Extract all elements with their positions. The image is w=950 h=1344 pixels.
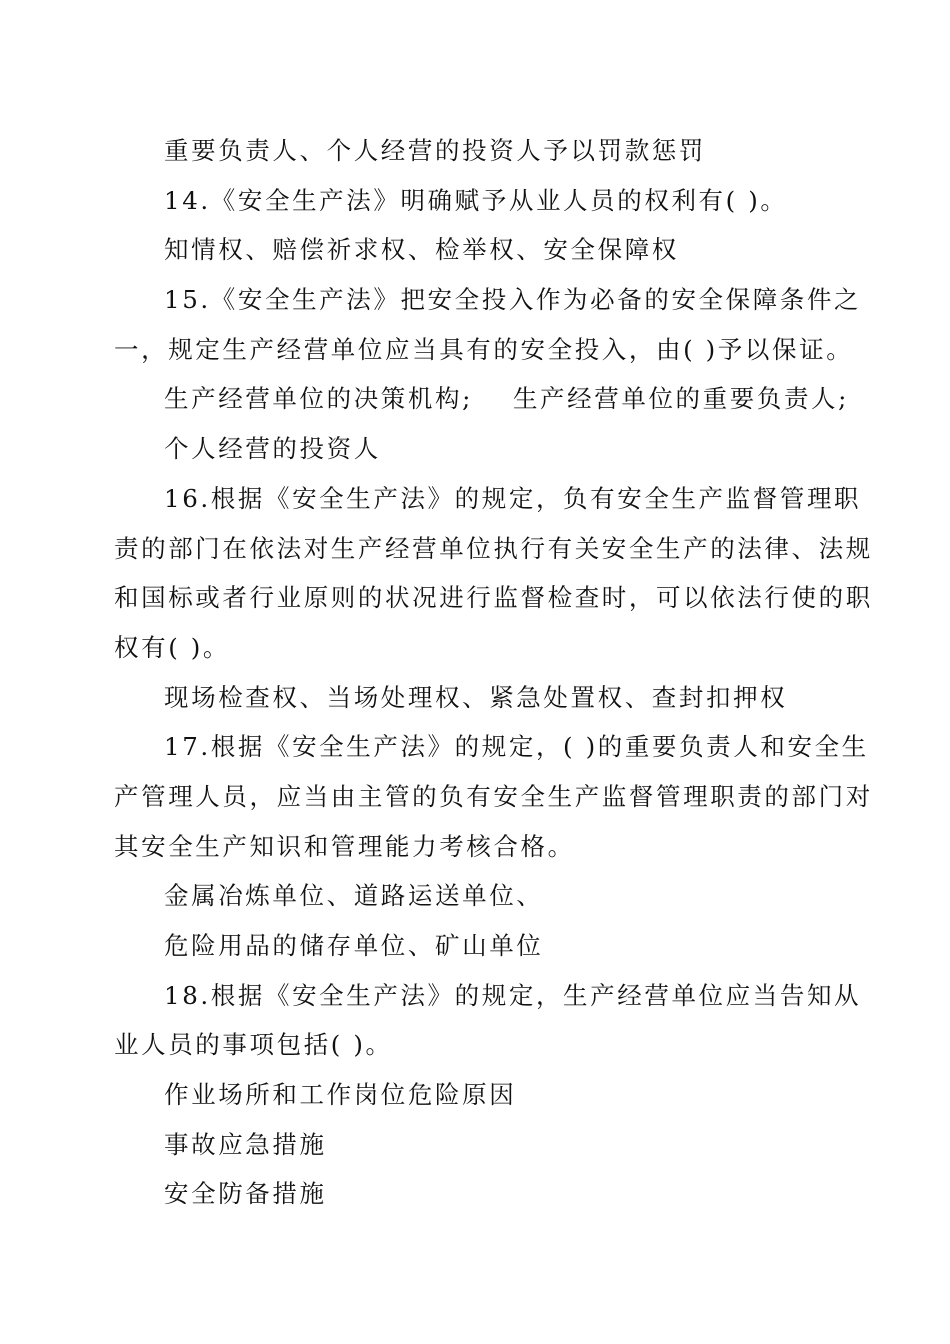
question-16: 16.根据《安全生产法》的规定，负有安全生产监督管理职: [164, 483, 862, 513]
question-14: 14.《安全生产法》明确赋予从业人员的权利有( )。: [164, 185, 788, 215]
question-18: 18.根据《安全生产法》的规定，生产经营单位应当告知从: [164, 980, 862, 1010]
answer-line: 个人经营的投资人: [164, 434, 381, 464]
question-16-continuation: 权有( )。: [114, 632, 231, 662]
answer-part: 生产经营单位的重要负责人;: [512, 384, 850, 414]
question-17-continuation: 其安全生产知识和管理能力考核合格。: [114, 831, 575, 861]
question-18-continuation: 业人员的事项包括( )。: [114, 1030, 393, 1060]
answer-line: 事故应急措施: [164, 1129, 327, 1159]
answer-line: 重要负责人、个人经营的投资人予以罚款惩罚: [164, 136, 706, 165]
answer-line: 作业场所和工作岗位危险原因: [164, 1080, 517, 1110]
answer-line: 金属冶炼单位、道路运送单位、: [164, 881, 544, 911]
question-17-continuation: 产管理人员，应当由主管的负有安全生产监督管理职责的部门对: [114, 781, 873, 811]
document-body: [114, 126, 873, 1219]
answer-line: 知情权、赔偿祈求权、检举权、安全保障权: [164, 235, 679, 265]
answer-line: 安全防备措施: [164, 1179, 327, 1209]
question-15-continuation: 一，规定生产经营单位应当具有的安全投入，由( )予以保证。: [114, 334, 854, 364]
question-16-continuation: 和国标或者行业原则的状况进行监督检查时，可以依法行使的职: [114, 583, 873, 613]
question-16-continuation: 责的部门在依法对生产经营单位执行有关安全生产的法律、法规: [114, 533, 873, 563]
answer-line: 危险用品的储存单位、矿山单位: [164, 931, 544, 960]
answer-part: 生产经营单位的决策机构;: [164, 384, 473, 414]
answer-line: [114, 374, 850, 424]
question-15: 15.《安全生产法》把安全投入作为必备的安全保障条件之: [164, 285, 862, 315]
answer-line: 现场检查权、当场处理权、紧急处置权、查封扣押权: [164, 682, 788, 712]
question-17: 17.根据《安全生产法》的规定，( )的重要负责人和安全生: [164, 732, 869, 762]
